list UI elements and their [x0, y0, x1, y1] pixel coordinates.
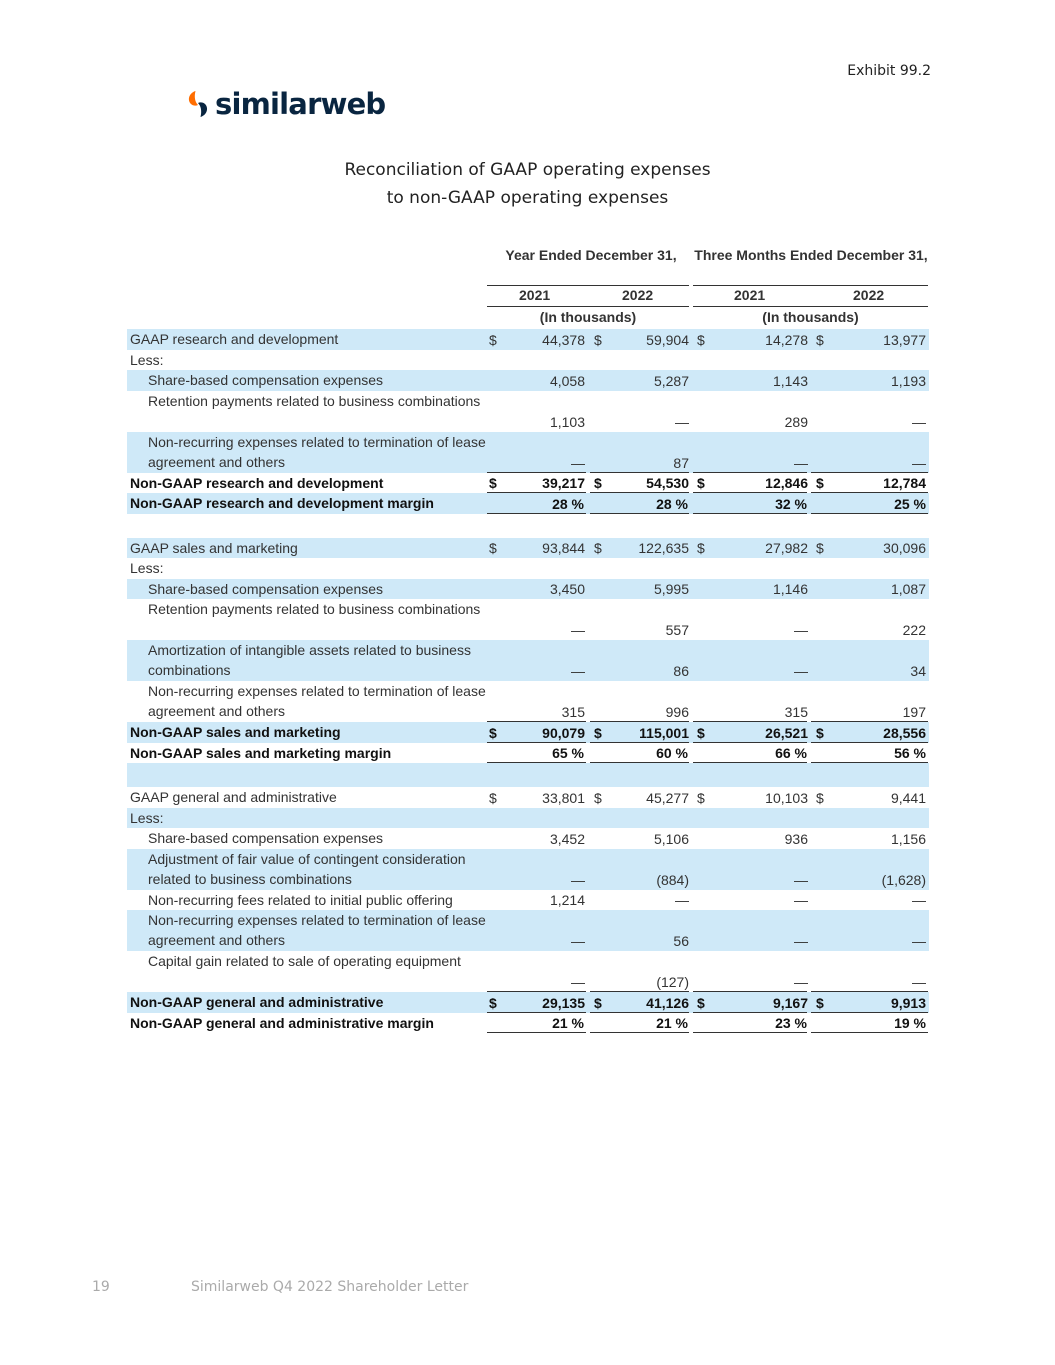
dollar-sign: $ — [816, 724, 824, 741]
value-cell: 9,913 — [890, 994, 926, 1011]
dollar-sign: $ — [594, 475, 602, 491]
row-label: Adjustment of fair value of contingent consideration related to business combinations — [148, 850, 466, 887]
value-cell: 996 — [665, 704, 689, 720]
value-cell: — — [912, 892, 926, 908]
value-cell: 3,450 — [549, 581, 585, 597]
dollar-sign: $ — [697, 724, 705, 741]
header-units: (In thousands) — [539, 309, 637, 325]
value-cell: — — [571, 974, 585, 990]
value-cell: 5,106 — [653, 830, 689, 847]
row-label: Less: — [130, 560, 164, 577]
value-cell: 44,378 — [542, 331, 585, 348]
value-cell: 13,977 — [883, 331, 926, 348]
row-label: Non-GAAP general and administrative margin — [130, 1014, 434, 1031]
header-year-ended: Year Ended December 31, — [505, 247, 677, 263]
value-cell: 12,784 — [883, 475, 926, 491]
value-cell: 25 % — [894, 495, 926, 512]
table-row — [127, 391, 929, 432]
value-cell: — — [912, 974, 926, 990]
value-cell: 23 % — [775, 1015, 807, 1031]
row-label: GAAP sales and marketing — [130, 539, 298, 556]
value-cell: 3,452 — [549, 830, 585, 847]
value-cell: 21 % — [552, 1015, 584, 1031]
table-row — [127, 951, 929, 992]
value-cell: 66 % — [775, 745, 807, 761]
row-label: Amortization of intangible assets related to business combinations — [148, 642, 471, 678]
value-cell: 41,126 — [646, 994, 689, 1011]
row-label: Non-GAAP research and development margin — [130, 495, 434, 512]
dollar-sign: $ — [816, 475, 824, 491]
value-cell: (884) — [656, 871, 689, 888]
table-row — [127, 473, 929, 494]
value-cell: — — [794, 933, 808, 949]
value-cell: 29,135 — [542, 994, 585, 1011]
dollar-sign: $ — [489, 724, 497, 741]
value-cell: 33,801 — [542, 789, 585, 806]
value-cell: — — [675, 413, 689, 430]
page-title — [0, 156, 1055, 212]
value-cell: 60 % — [656, 745, 688, 761]
value-cell: — — [794, 892, 808, 908]
table-row — [127, 808, 929, 829]
value-cell: — — [912, 933, 926, 949]
value-cell: 54,530 — [646, 475, 689, 491]
spacer-row — [127, 763, 929, 787]
row-label: Less: — [130, 351, 164, 368]
dollar-sign: $ — [594, 331, 602, 348]
table-row — [127, 910, 929, 951]
value-cell: 1,193 — [890, 372, 926, 389]
value-cell: 27,982 — [765, 540, 808, 556]
logo-text: similarweb — [215, 87, 386, 121]
table-row — [127, 329, 929, 350]
value-cell: — — [571, 622, 585, 638]
dollar-sign: $ — [697, 789, 705, 806]
value-cell: 87 — [673, 454, 689, 471]
row-label: GAAP general and administrative — [130, 789, 337, 806]
value-cell: 557 — [665, 622, 689, 638]
value-cell: 1,156 — [890, 830, 926, 847]
dollar-sign: $ — [816, 540, 824, 556]
value-cell: 315 — [561, 704, 585, 720]
table-row — [127, 722, 929, 743]
value-cell: 222 — [902, 622, 926, 638]
value-cell: — — [912, 413, 926, 430]
value-cell: (1,628) — [881, 871, 926, 888]
value-cell: 14,278 — [765, 331, 808, 348]
header-three-months-ended: Three Months Ended December 31, — [694, 247, 928, 263]
value-cell: 1,214 — [549, 892, 585, 908]
value-cell: 28,556 — [883, 724, 926, 741]
dollar-sign: $ — [697, 475, 705, 491]
value-cell: 1,087 — [890, 581, 926, 597]
header-units: (In thousands) — [762, 309, 859, 325]
table-row — [127, 350, 929, 371]
value-cell: 1,146 — [772, 581, 808, 597]
value-cell: (127) — [656, 974, 689, 990]
row-label: Non-GAAP sales and marketing — [130, 724, 341, 741]
value-cell: 12,846 — [765, 475, 808, 491]
value-cell: 56 — [673, 933, 689, 949]
header-year: 2021 — [734, 287, 766, 303]
value-cell: 59,904 — [646, 331, 689, 348]
value-cell: 122,635 — [638, 540, 689, 556]
dollar-sign: $ — [816, 994, 824, 1011]
header-year: 2022 — [622, 287, 654, 303]
value-cell: 45,277 — [646, 789, 689, 806]
dollar-sign: $ — [489, 994, 497, 1011]
row-label: Retention payments related to business combinations — [148, 392, 481, 409]
dollar-sign: $ — [489, 540, 497, 556]
value-cell: — — [794, 454, 808, 471]
page-number: 19 — [92, 1279, 110, 1295]
dollar-sign: $ — [594, 994, 602, 1011]
table-row — [127, 1013, 929, 1034]
table-row — [127, 538, 929, 559]
table-row — [127, 890, 929, 911]
dollar-sign: $ — [594, 540, 602, 556]
table-row — [127, 370, 929, 391]
value-cell: 5,995 — [653, 581, 689, 597]
value-cell: 86 — [673, 663, 689, 679]
value-cell: 39,217 — [542, 475, 585, 491]
reconciliation-table — [127, 245, 929, 1033]
table-row — [127, 992, 929, 1013]
row-label: Non-GAAP sales and marketing margin — [130, 744, 392, 761]
table-header — [127, 245, 929, 329]
dollar-sign: $ — [697, 994, 705, 1011]
value-cell: 4,058 — [549, 372, 585, 389]
row-label: Non-recurring fees related to initial public offering — [148, 891, 453, 908]
table-body — [127, 329, 929, 1033]
value-cell: — — [675, 892, 689, 908]
company-logo — [186, 86, 385, 122]
row-label: Non-recurring expenses related to termination of lease agreement and others — [148, 433, 486, 470]
value-cell: 289 — [784, 413, 808, 430]
table-row — [127, 599, 929, 640]
value-cell: — — [571, 871, 585, 888]
value-cell: — — [794, 663, 808, 679]
value-cell: 936 — [784, 830, 808, 847]
dollar-sign: $ — [594, 724, 602, 741]
row-label: Non-GAAP research and development — [130, 474, 384, 491]
value-cell: 315 — [784, 704, 808, 720]
value-cell: — — [794, 974, 808, 990]
value-cell: 65 % — [552, 745, 584, 761]
dollar-sign: $ — [489, 789, 497, 806]
header-year: 2021 — [519, 287, 551, 303]
table-row — [127, 849, 929, 890]
value-cell: 9,167 — [772, 994, 808, 1011]
value-cell: 115,001 — [639, 724, 689, 741]
row-label: Non-GAAP general and administrative — [130, 994, 384, 1011]
title-line-1: Reconciliation of GAAP operating expenses — [344, 160, 711, 180]
table-row — [127, 743, 929, 764]
row-label: GAAP research and development — [130, 331, 339, 348]
header-year: 2022 — [853, 287, 885, 303]
value-cell: — — [794, 871, 808, 888]
value-cell: — — [794, 622, 808, 638]
value-cell: 197 — [902, 704, 926, 720]
value-cell: — — [912, 454, 926, 471]
row-label: Share-based compensation expenses — [148, 372, 384, 389]
value-cell: 1,103 — [549, 413, 585, 430]
dollar-sign: $ — [697, 331, 705, 348]
dollar-sign: $ — [594, 789, 602, 806]
table-row — [127, 787, 929, 808]
value-cell: 56 % — [894, 745, 926, 761]
exhibit-label: Exhibit 99.2 — [847, 63, 931, 79]
table-row — [127, 579, 929, 600]
value-cell: — — [571, 454, 585, 471]
table-row — [127, 558, 929, 579]
value-cell: 1,143 — [772, 372, 808, 389]
row-label: Capital gain related to sale of operating equipment — [148, 953, 461, 969]
value-cell: 9,441 — [890, 789, 926, 806]
similarweb-logo-icon — [186, 89, 210, 119]
table-row — [127, 828, 929, 849]
spacer-row — [127, 514, 929, 538]
title-line-2: to non-GAAP operating expenses — [386, 188, 669, 208]
row-label: Share-based compensation expenses — [148, 580, 384, 597]
row-label: Non-recurring expenses related to termination of lease agreement and others — [148, 683, 486, 719]
value-cell: 93,844 — [542, 540, 585, 556]
dollar-sign: $ — [697, 540, 705, 556]
value-cell: 34 — [910, 663, 926, 679]
dollar-sign: $ — [489, 331, 497, 348]
value-cell: — — [571, 663, 585, 679]
footer-title: Similarweb Q4 2022 Shareholder Letter — [191, 1279, 469, 1295]
dollar-sign: $ — [489, 475, 497, 491]
table-row — [127, 432, 929, 473]
value-cell: 28 % — [656, 495, 688, 512]
value-cell: 19 % — [894, 1015, 926, 1031]
row-label: Non-recurring expenses related to termination of lease agreement and others — [148, 912, 486, 948]
value-cell: — — [571, 933, 585, 949]
row-label: Less: — [130, 809, 164, 826]
row-label: Share-based compensation expenses — [148, 830, 384, 847]
value-cell: 28 % — [552, 495, 584, 512]
dollar-sign: $ — [816, 331, 824, 348]
table-row — [127, 640, 929, 681]
table-row — [127, 681, 929, 722]
dollar-sign: $ — [816, 789, 824, 806]
value-cell: 90,079 — [542, 724, 585, 741]
value-cell: 32 % — [775, 495, 807, 512]
row-label: Retention payments related to business combinations — [148, 601, 481, 617]
table-row — [127, 493, 929, 514]
value-cell: 21 % — [656, 1015, 688, 1031]
value-cell: 5,287 — [653, 372, 689, 389]
value-cell: 26,521 — [765, 724, 808, 741]
value-cell: 30,096 — [883, 540, 926, 556]
value-cell: 10,103 — [765, 789, 808, 806]
